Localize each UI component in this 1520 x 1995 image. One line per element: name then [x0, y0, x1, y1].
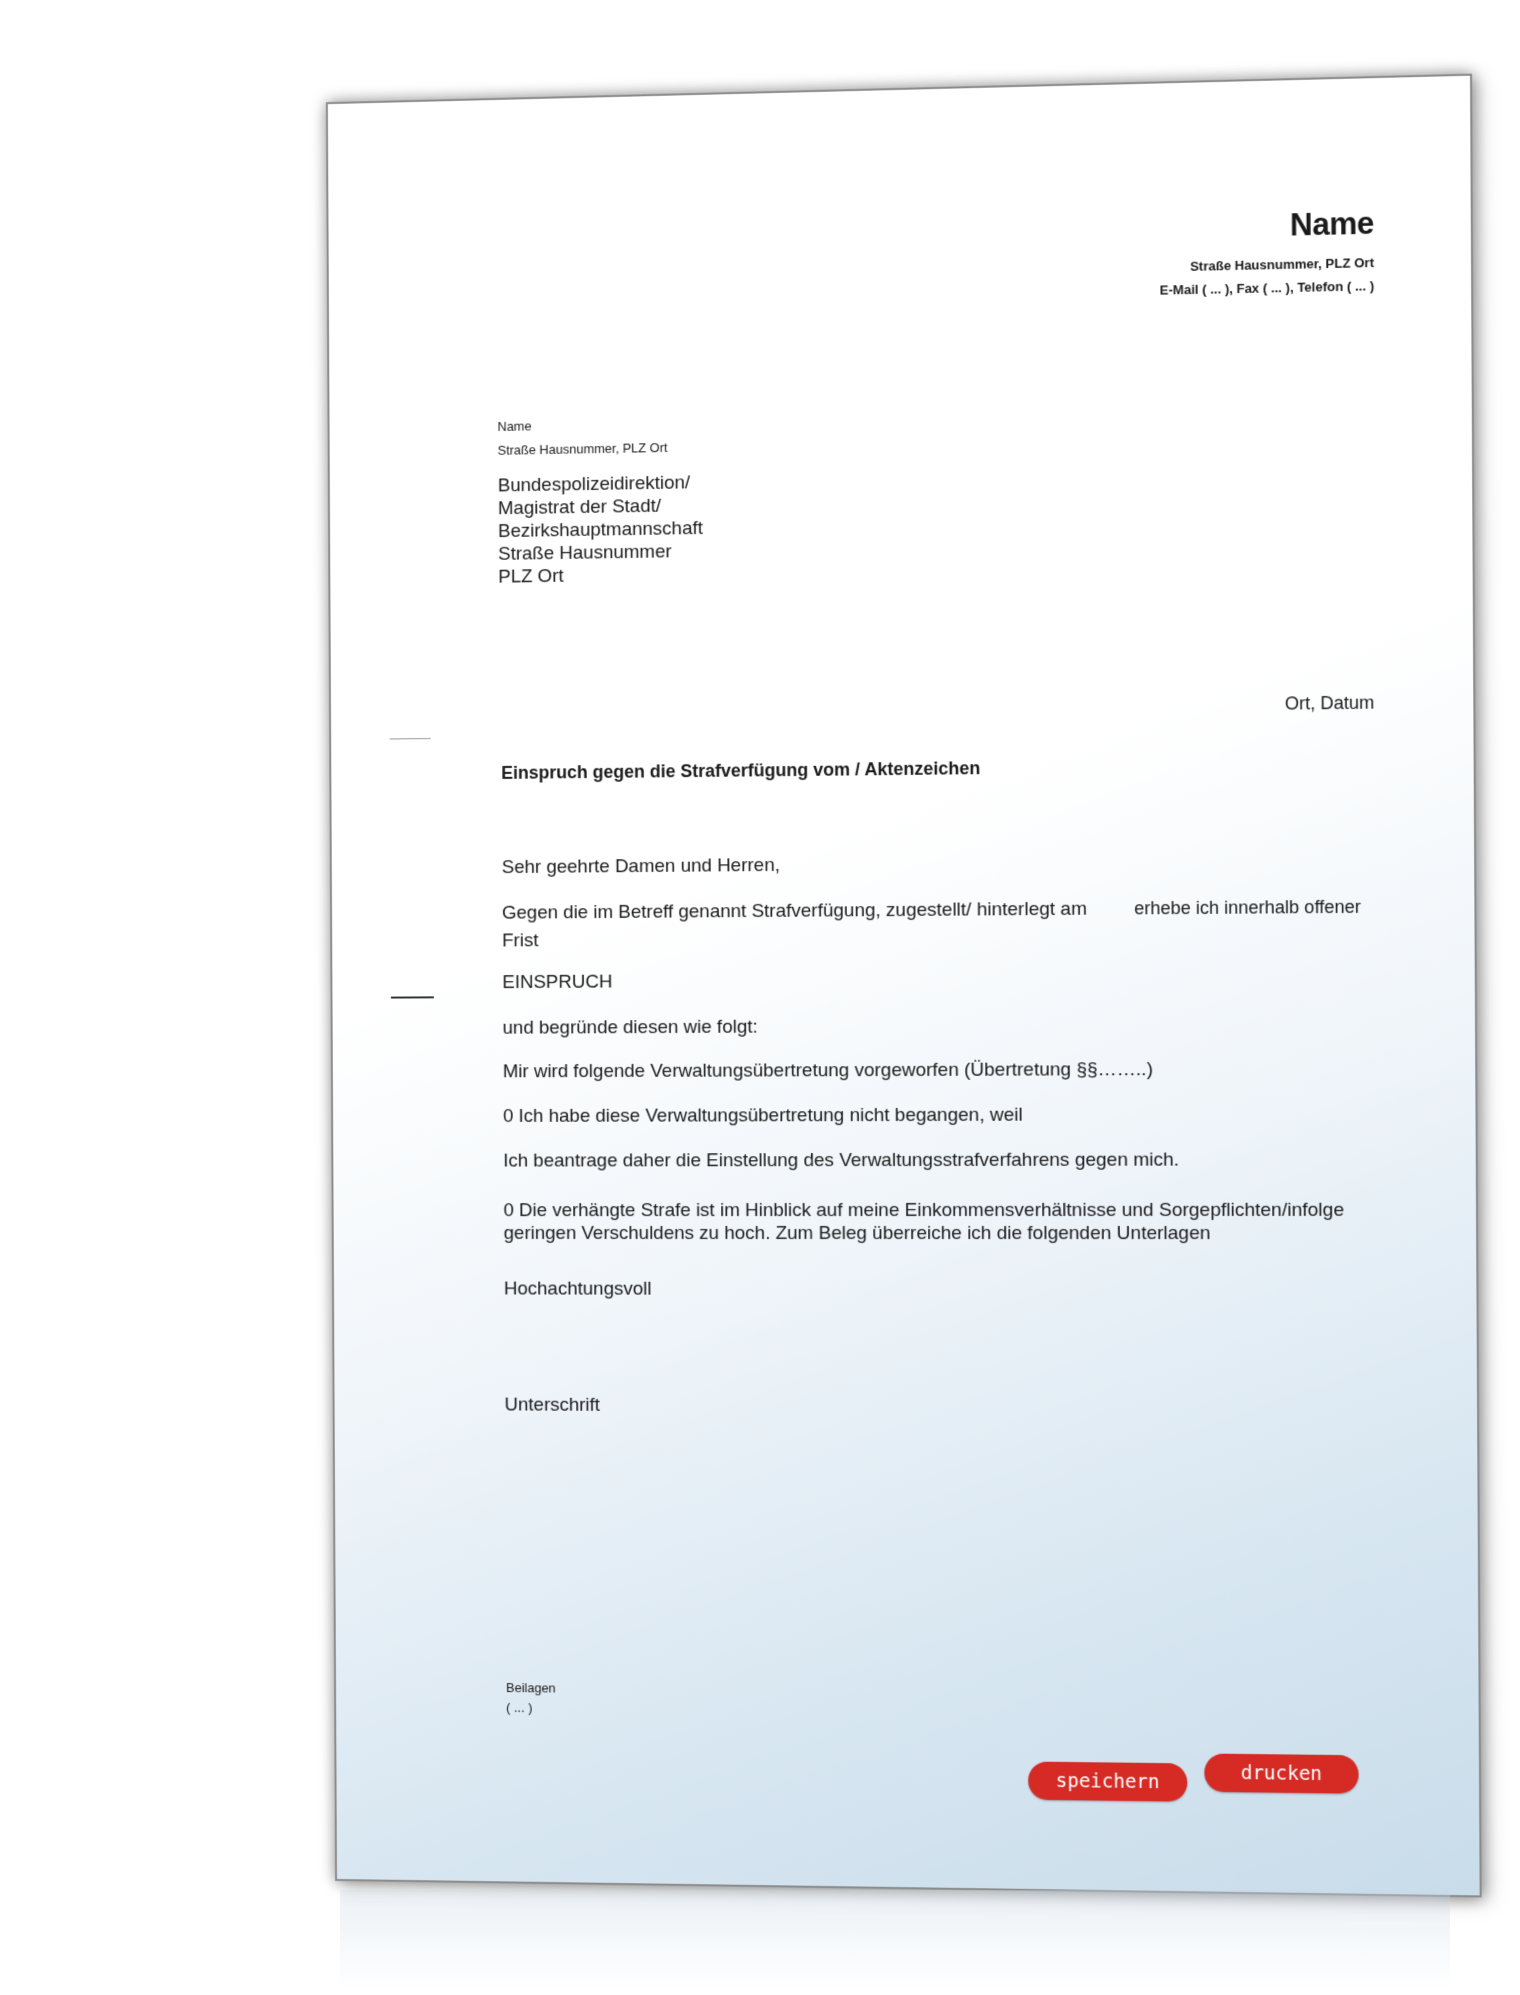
- offense-statement: Mir wird folgende Verwaltungsübertretung vorgeworfen (Übertretung §§……..): [502, 1059, 1154, 1083]
- authority-line: Bundespolizeidirektion/: [497, 472, 691, 497]
- authority-line: Bezirkshauptmannschaft: [498, 518, 703, 543]
- print-button[interactable]: drucken: [1204, 1754, 1358, 1794]
- attachments-label: Beilagen: [505, 1680, 556, 1696]
- greeting: Sehr geehrte Damen und Herren,: [501, 854, 780, 879]
- justification-intro: und begründe diesen wie folgt:: [502, 1016, 758, 1039]
- signature: Unterschrift: [504, 1394, 601, 1416]
- sender-contact: E-Mail ( ... ), Fax ( ... ), Telefon ( ... ): [1159, 278, 1375, 298]
- sender-street: Straße Hausnummer, PLZ Ort: [1190, 254, 1375, 274]
- page-reflection: [340, 1890, 1450, 1990]
- body-paragraph-1-end: Frist: [502, 930, 539, 952]
- closing: Hochachtungsvoll: [503, 1278, 652, 1300]
- body-paragraph-1: Gegen die im Betreff genannt Strafverfügung, zugestellt/ hinterlegt am: [501, 898, 1087, 924]
- punch-mark: [391, 996, 434, 998]
- attachments-value: ( ... ): [506, 1699, 533, 1716]
- einspruch-heading: EINSPRUCH: [502, 971, 613, 994]
- option-penalty-too-high: 0 Die verhängte Strafe ist im Hinblick auf meine Einkommensverhältnisse und Sorgepflichten/infolge: [503, 1199, 1345, 1222]
- place-date: Ort, Datum: [1284, 692, 1375, 714]
- authority-line: Magistrat der Stadt/: [497, 495, 662, 520]
- body-paragraph-1-continued: erhebe ich innerhalb offener: [1134, 896, 1362, 919]
- authority-line: Straße Hausnummer: [498, 541, 672, 565]
- fold-mark: [390, 738, 431, 739]
- letter-page: [326, 74, 1482, 1898]
- authority-address: [498, 471, 703, 588]
- sender-name: Name: [1289, 205, 1374, 243]
- recipient-street: Straße Hausnummer, PLZ Ort: [497, 439, 668, 458]
- option-penalty-too-high-continued: geringen Verschuldens zu hoch. Zum Beleg überreiche ich die folgenden Unterlagen: [503, 1222, 1211, 1245]
- request-dismissal: Ich beantrage daher die Einstellung des Verwaltungsstrafverfahrens gegen mich.: [503, 1149, 1180, 1172]
- subject-line: Einspruch gegen die Strafverfügung vom / Aktenzeichen: [501, 758, 981, 783]
- authority-line: PLZ Ort: [498, 565, 564, 588]
- option-not-committed: 0 Ich habe diese Verwaltungsübertretung nicht begangen, weil: [502, 1104, 1023, 1127]
- save-button[interactable]: speichern: [1028, 1762, 1187, 1802]
- recipient-name: Name: [497, 418, 532, 434]
